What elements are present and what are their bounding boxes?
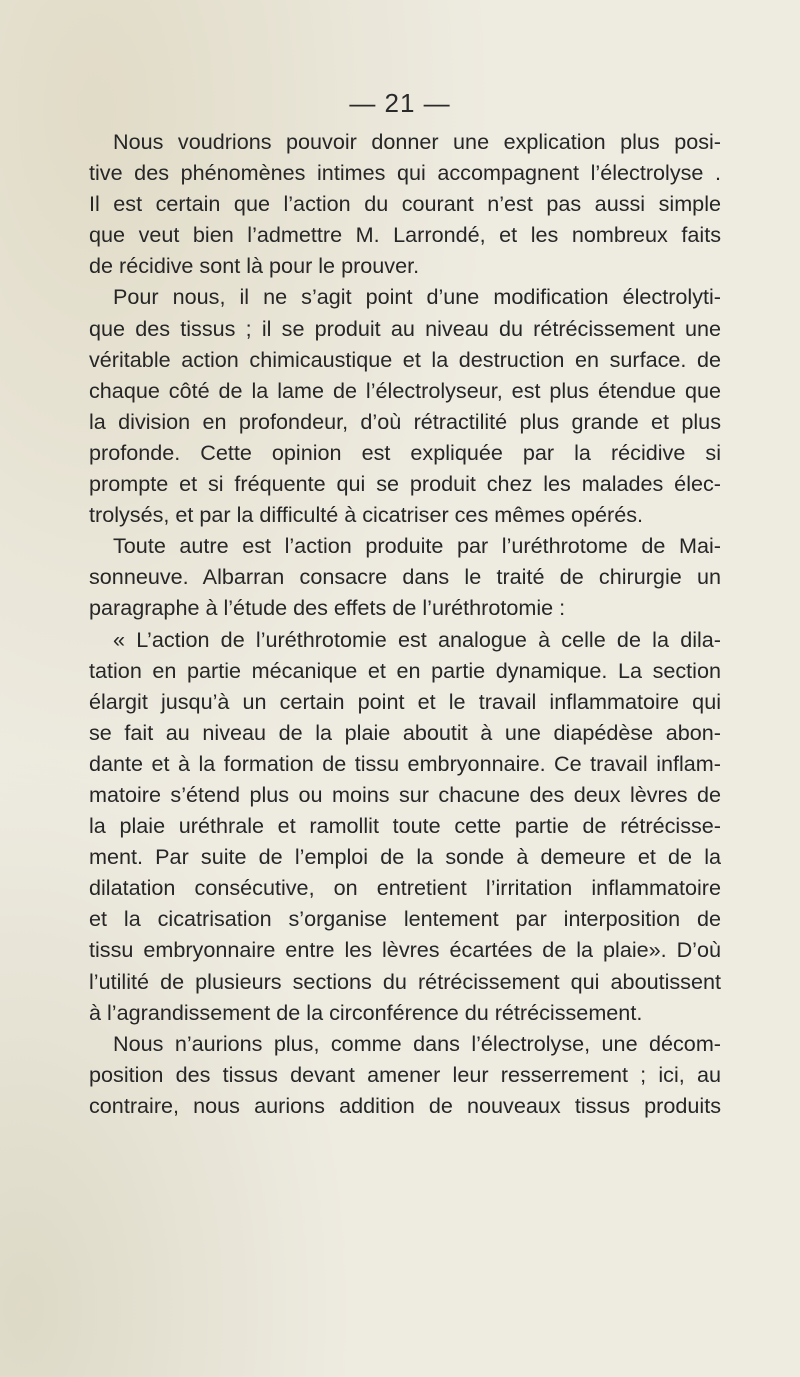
text-line: tation en partie mécanique et en partie dynamique. La section — [89, 657, 721, 683]
text-line: se fait au niveau de la plaie aboutit à une diapédèse abon- — [89, 719, 721, 745]
text-line: la division en profondeur, d’où rétractilité plus grande et plus — [89, 408, 721, 434]
text-line: tive des phénomènes intimes qui accompagnent l’électrolyse . — [89, 160, 721, 186]
text-line: dilatation consécutive, on entretient l’irritation inflammatoire — [89, 875, 721, 901]
page-number: — 21 — — [349, 88, 451, 118]
text-line: l’utilité de plusieurs sections du rétrécissement qui aboutissent — [89, 968, 721, 994]
text-line: Pour nous, il ne s’agit point d’une modification électrolyti- — [113, 284, 721, 310]
text-line: Il est certain que l’action du courant n’est pas aussi simple — [89, 191, 721, 217]
paragraph — [89, 1028, 721, 1121]
body-text — [89, 126, 721, 1121]
text-line: matoire s’étend plus ou moins sur chacune des deux lèvres de — [89, 781, 721, 807]
text-line: « L’action de l’uréthrotomie est analogue à celle de la dila- — [113, 626, 721, 652]
text-line: la plaie uréthrale et ramollit toute cette partie de rétrécisse- — [89, 813, 721, 839]
text-line: position des tissus devant amener leur resserrement ; ici, au — [89, 1061, 721, 1087]
text-line: de récidive sont là pour le prouver. — [89, 253, 420, 279]
text-line: ment. Par suite de l’emploi de la sonde à demeure et de la — [89, 844, 721, 870]
text-line: dante et à la formation de tissu embryonnaire. Ce travail inflam- — [89, 750, 721, 776]
paragraph — [89, 530, 721, 623]
paragraph — [89, 126, 721, 281]
text-line: élargit jusqu’à un certain point et le travail inflammatoire qui — [89, 688, 721, 714]
text-line: contraire, nous aurions addition de nouveaux tissus produits — [89, 1092, 721, 1118]
text-line: et la cicatrisation s’organise lentement par interposition de — [89, 906, 721, 932]
text-line: que des tissus ; il se produit au niveau du rétrécissement une — [89, 315, 721, 341]
paragraph — [89, 624, 721, 1028]
text-line: tissu embryonnaire entre les lèvres écartées de la plaie». D’où — [89, 937, 721, 963]
text-line: trolysés, et par la difficulté à cicatriser ces mêmes opérés. — [89, 502, 644, 528]
text-line: à l’agrandissement de la circonférence du rétrécissement. — [89, 999, 643, 1025]
text-line: sonneuve. Albarran consacre dans le traité de chirurgie un — [89, 564, 721, 590]
text-line: Toute autre est l’action produite par l’uréthrotome de Mai- — [113, 533, 721, 559]
text-line: véritable action chimicaustique et la destruction en surface. de — [89, 346, 721, 372]
text-line: chaque côté de la lame de l’électrolyseur, est plus étendue que — [89, 377, 721, 403]
text-line: Nous voudrions pouvoir donner une explication plus posi- — [113, 129, 721, 154]
text-line: profonde. Cette opinion est expliquée par la récidive si — [89, 439, 721, 465]
text-line: Nous n’aurions plus, comme dans l’électrolyse, une décom- — [113, 1030, 721, 1056]
text-line: que veut bien l’admettre M. Larrondé, et les nombreux faits — [89, 222, 721, 248]
text-line: prompte et si fréquente qui se produit chez les malades élec- — [89, 471, 721, 497]
text-line: paragraphe à l’étude des effets de l’uréthrotomie : — [89, 595, 566, 621]
paragraph — [89, 281, 721, 530]
